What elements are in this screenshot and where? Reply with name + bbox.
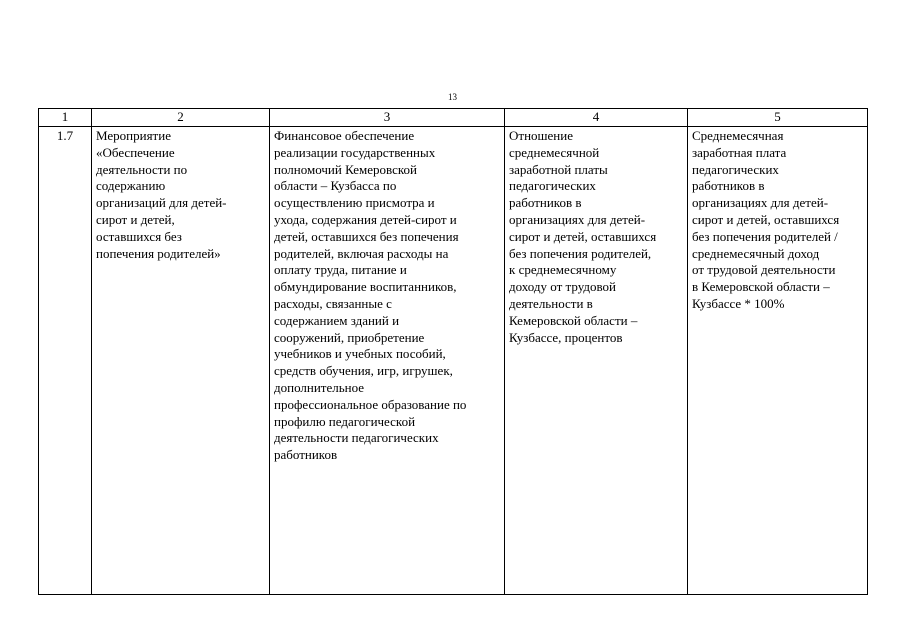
text-line: Мероприятие [96,128,171,143]
text-line: деятельности по [96,161,188,177]
text-line: Финансовое обеспечение [274,128,415,143]
text-line: Отношение [509,128,573,143]
text-line: профилю педагогической [274,413,416,429]
text-line: Кемеровской области – [509,312,638,328]
text-line: оплату труда, питание и [274,262,407,278]
text-line: без попечения родителей / [692,228,838,244]
text-line: Кузбассе, процентов [509,329,623,345]
text-line: заработная плата [692,144,787,160]
text-line: без попечения родителей, [509,245,652,261]
text-line: родителей, включая расходы на [274,245,449,261]
text-line: к среднемесячному [509,262,617,278]
formula-text [688,127,867,313]
indicator-cell [505,127,688,595]
text-line: организаций для детей- [96,195,227,211]
text-line: ухода, содержания детей-сирот и [274,211,457,227]
text-line: содержанию [96,178,166,194]
text-line: детей, оставшихся без попечения [274,228,459,244]
text-line: деятельности педагогических [274,430,439,446]
text-line: работников в [692,178,765,194]
text-line: среднемесячной [509,144,600,160]
text-line: «Обеспечение [96,144,175,160]
text-line: обмундирование воспитанников, [274,279,457,295]
text-line: педагогических [692,161,779,177]
text-line: доходу от трудовой [509,279,617,295]
text-line: попечения родителей» [96,245,221,261]
event-cell [92,127,270,595]
page-number: 13 [448,92,457,102]
table-row [39,127,868,595]
formula-cell [688,127,868,595]
text-line: реализации государственных [274,144,436,160]
text-line: организациях для детей- [692,195,829,211]
text-line: в Кемеровской области – [692,279,830,295]
text-line: оставшихся без [96,228,182,244]
text-line: деятельности в [509,295,593,311]
text-line: профессиональное образование по [274,396,467,412]
text-line: сирот и детей, оставшихся [692,211,840,227]
text-line: от трудовой деятельности [692,262,836,278]
text-line: средств обучения, игр, игрушек, [274,363,453,379]
header-col-4: 4 [505,109,688,127]
text-line: педагогических [509,178,596,194]
text-line: среднемесячный доход [692,245,820,261]
header-col-2: 2 [92,109,270,127]
text-line: работников в [509,195,582,211]
text-line: полномочий Кемеровской [274,161,417,177]
text-line: дополнительное [274,379,365,395]
text-line: осуществлению присмотра и [274,195,435,211]
header-col-5: 5 [688,109,868,127]
text-line: заработной платы [509,161,608,177]
text-line: области – Кузбасса по [274,178,397,194]
text-line: организациях для детей- [509,211,646,227]
row-number-cell [39,127,92,595]
table-header-row [39,109,868,127]
text-line: содержанием зданий и [274,312,400,328]
text-line: Среднемесячная [692,128,784,143]
text-line: сирот и детей, [96,211,175,227]
text-line: расходы, связанные с [274,295,392,311]
program-table [38,108,868,595]
header-col-1: 1 [39,109,92,127]
text-line: Кузбассе * 100% [692,295,785,311]
description-cell [270,127,505,595]
event-text [92,127,269,262]
row-number: 1.7 [56,128,74,143]
text-line: работников [274,447,338,463]
text-line: учебников и учебных пособий, [274,346,446,362]
text-line: сооружений, приобретение [274,329,425,345]
text-line: сирот и детей, оставшихся [509,228,657,244]
header-col-3: 3 [270,109,505,127]
description-text [270,127,504,464]
indicator-text [505,127,687,346]
